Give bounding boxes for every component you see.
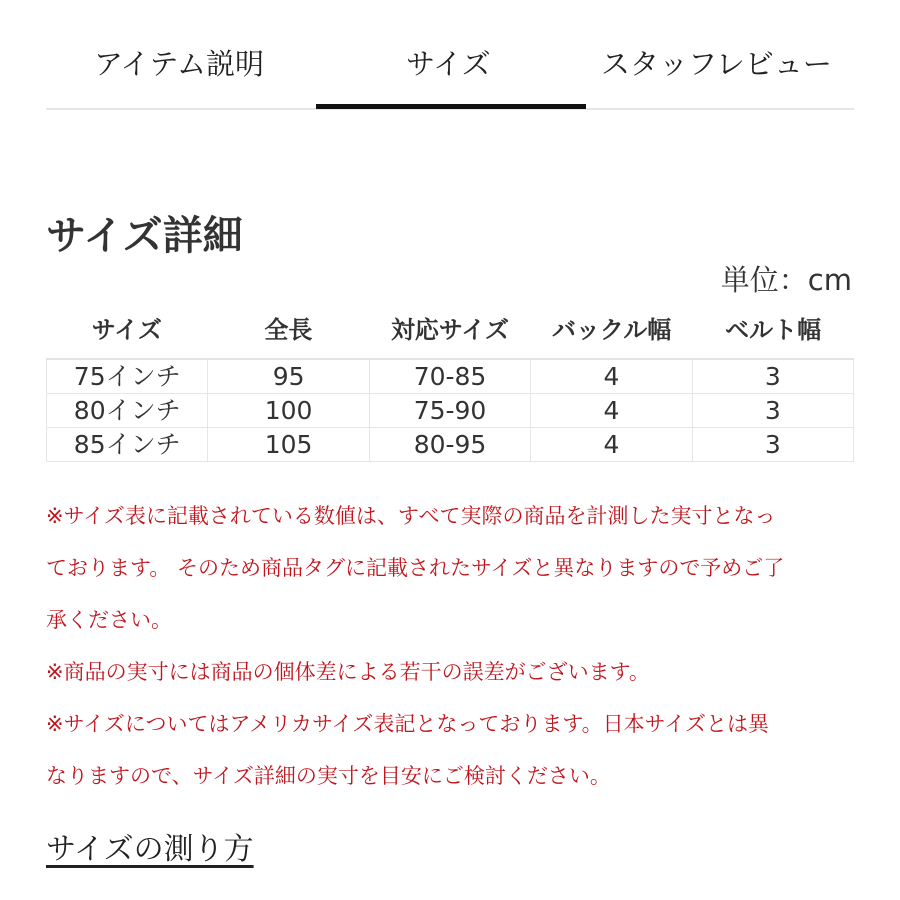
size-notes xyxy=(46,490,854,802)
note-line: ※商品の実寸には商品の個体差による若干の誤差がございます。 xyxy=(46,660,650,684)
column-header-length: 全長 xyxy=(264,316,313,344)
active-tab-indicator xyxy=(316,104,586,109)
note-line: ※サイズ表に記載されている数値は、すべて実際の商品を計測した実寸となっ xyxy=(46,504,776,528)
note-line: 承ください。 xyxy=(46,608,172,632)
size-table xyxy=(46,310,854,462)
note-line: ております。 そのため商品タグに記載されたサイズと異なりますので予めご了 xyxy=(46,556,785,580)
table-cell: 4 xyxy=(530,394,691,427)
tab-size[interactable]: サイズ xyxy=(406,47,491,81)
unit-label: 単位：cm xyxy=(720,263,852,297)
table-cell: 75-90 xyxy=(369,394,530,427)
table-cell: 105 xyxy=(207,428,368,461)
table-row xyxy=(46,394,854,428)
section-title: サイズ詳細 xyxy=(46,213,243,259)
table-cell: 70-85 xyxy=(369,360,530,393)
table-cell: 3 xyxy=(692,394,854,427)
table-cell: 80-95 xyxy=(369,428,530,461)
tab-item-description[interactable]: アイテム説明 xyxy=(94,47,264,81)
table-cell: 80インチ xyxy=(46,394,207,427)
column-header-belt-width: ベルト幅 xyxy=(725,316,822,344)
table-cell: 85インチ xyxy=(46,428,207,461)
measurement-guide-link[interactable]: サイズの測り方 xyxy=(46,832,254,867)
table-cell: 3 xyxy=(692,360,854,393)
table-row xyxy=(46,428,854,462)
table-cell: 95 xyxy=(207,360,368,393)
table-cell: 4 xyxy=(530,428,691,461)
column-header-buckle-width: バックル幅 xyxy=(551,316,672,344)
table-cell: 4 xyxy=(530,360,691,393)
table-cell: 3 xyxy=(692,428,854,461)
table-body xyxy=(46,358,854,462)
table-row xyxy=(46,360,854,394)
column-header-size: サイズ xyxy=(91,316,162,344)
table-cell: 75インチ xyxy=(46,360,207,393)
table-cell: 100 xyxy=(207,394,368,427)
column-header-fit-size: 対応サイズ xyxy=(390,316,510,344)
table-header-row xyxy=(46,310,854,358)
tab-bar xyxy=(46,0,854,110)
note-line: なりますので、サイズ詳細の実寸を目安にご検討ください。 xyxy=(46,764,611,788)
note-line: ※サイズについてはアメリカサイズ表記となっております。日本サイズとは異 xyxy=(46,712,769,736)
tab-staff-review[interactable]: スタッフレビュー xyxy=(601,47,832,81)
